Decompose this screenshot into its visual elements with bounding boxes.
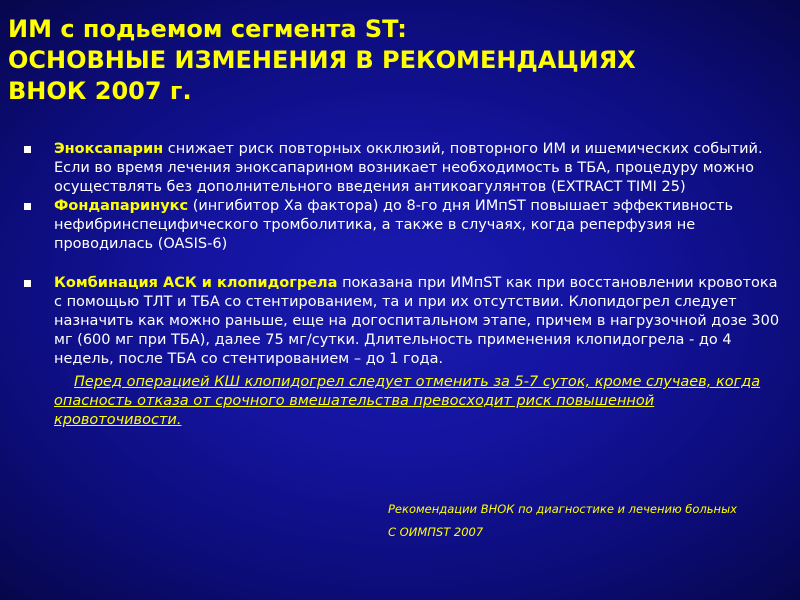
bullet-text: снижает риск повторных окклюзий, повторного ИМ и ишемических событий. Если во время лечения эноксапарином возникает необходимость в ТБА, процедуру можно осуществлять без дополнительного введения антикоагулянтов (EXTRACT TIMI 25) bbox=[54, 141, 763, 195]
bullet-highlight: Эноксапарин bbox=[54, 141, 164, 157]
bullet-highlight: Комбинация АСК и клопидогрела bbox=[54, 275, 338, 291]
source-citation bbox=[388, 498, 737, 544]
bullet-enoxaparin bbox=[22, 140, 782, 197]
bullet-text: (ингибитор Ха фактора) до 8-го дня ИМпST повышает эффективность нефибринспецифического тромболитика, а также в случаях, когда реперфузия не проводилась (OASIS-6) bbox=[54, 198, 734, 252]
bullet-highlight: Фондапаринукс bbox=[54, 198, 189, 214]
bullet-fondaparinux bbox=[22, 197, 782, 254]
square-bullet-icon bbox=[24, 146, 31, 153]
bullet-list bbox=[22, 140, 782, 430]
title-line-3: ВНОК 2007 г. bbox=[8, 77, 192, 105]
source-line-2: С ОИМПST 2007 bbox=[388, 525, 484, 539]
spacer bbox=[22, 254, 782, 274]
slide-title bbox=[8, 14, 788, 107]
source-line-1: Рекомендации ВНОК по диагностике и лечению больных bbox=[388, 502, 737, 516]
square-bullet-icon bbox=[24, 203, 31, 210]
cabg-warning: Перед операцией КШ клопидогрел следует отменить за 5-7 суток, кроме случаев, когда опасность отказа от срочного вмешательства превосходит риск повышенной кровоточивости. bbox=[54, 374, 761, 428]
bullet-asa-clopidogrel bbox=[22, 274, 782, 369]
title-line-2: ОСНОВНЫЕ ИЗМЕНЕНИЯ В РЕКОМЕНДАЦИЯХ bbox=[8, 46, 636, 74]
bullet-text: показана при ИМпST как при восстановлении кровотока с помощью ТЛТ и ТБА со стентированием, та и при их отсутствии. Клопидогрел следует назначить как можно раньше, еще на догоспитальном этапе, причем в нагрузочной дозе 300 мг (600 мг при ТБА), далее 75 мг/сутки. Длительность применения клопидогрела - до 4 недель, после ТБА со стентированием – до 1 года. bbox=[54, 275, 780, 367]
title-line-1: ИМ с подьемом сегмента ST: bbox=[8, 15, 407, 43]
square-bullet-icon bbox=[24, 280, 31, 287]
